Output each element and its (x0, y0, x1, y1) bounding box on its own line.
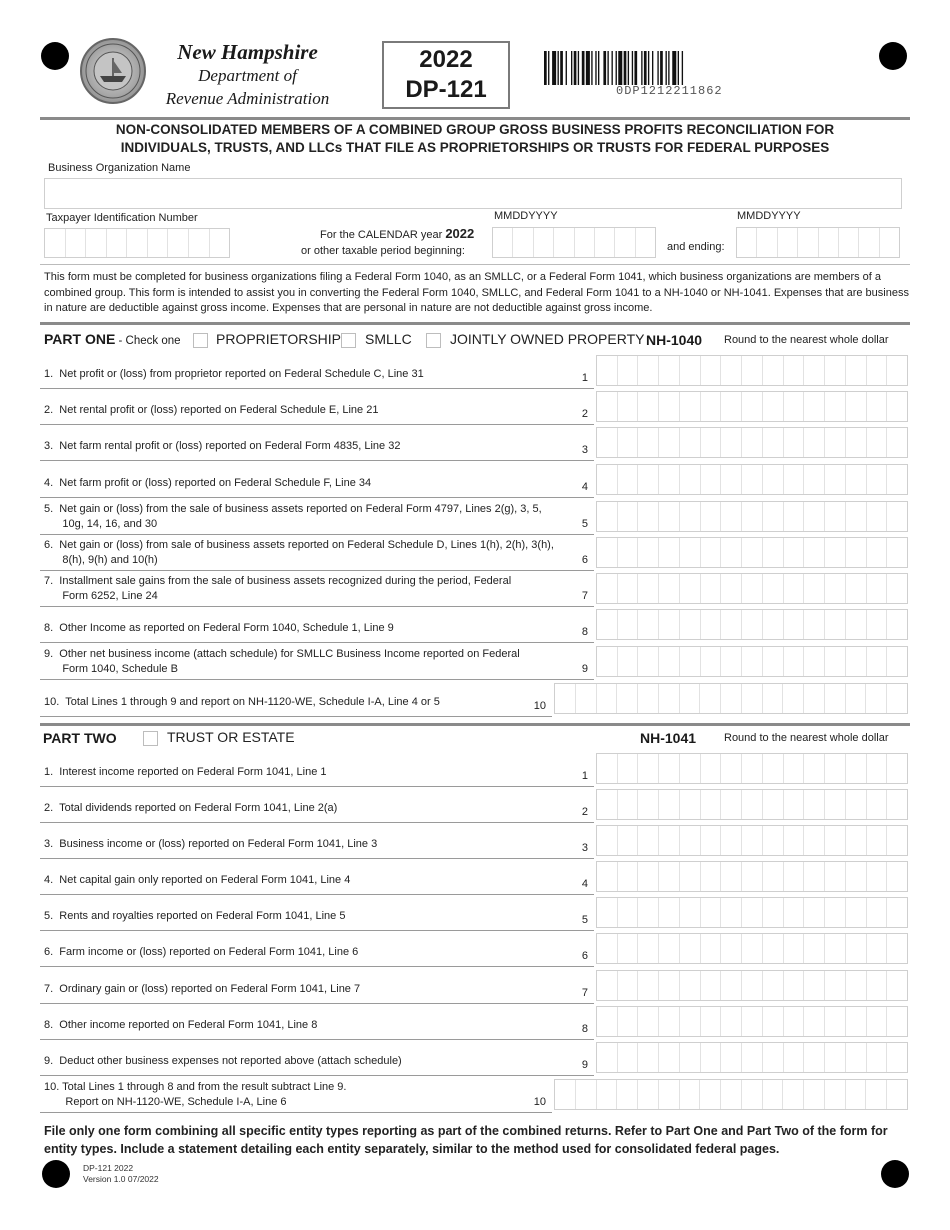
part-two-line-1-number: 1 (581, 770, 588, 782)
header-divider (40, 117, 910, 120)
part-one-heading (44, 331, 181, 347)
agency-dept-line2: Revenue Administration (165, 89, 330, 108)
part-two-line-7-amount-input[interactable] (596, 970, 908, 1001)
part-one-line-3-amount-input[interactable] (596, 427, 908, 458)
part-two-line-1-description: 1. Interest income reported on Federal Form 1041, Line 1 (44, 766, 327, 778)
part-two-line-9-amount-input[interactable] (596, 1042, 908, 1073)
part-one-form-ref: NH-1040 (646, 332, 703, 348)
part-two-line-8-number: 8 (581, 1023, 588, 1035)
part-two-round-note: Round to the nearest whole dollar (724, 732, 889, 744)
part-one-line-7-amount-input[interactable] (596, 573, 908, 604)
part-one-line-2-number: 2 (581, 408, 588, 420)
registration-mark-top-left (41, 42, 69, 70)
part-one-line-10-rule (40, 716, 552, 717)
registration-mark-bottom-left (42, 1160, 70, 1188)
barcode-number: 0DP1212211862 (616, 84, 723, 98)
part-one-line-8-rule (40, 642, 594, 643)
trust-or-estate-checkbox[interactable] (143, 731, 158, 746)
part-one-line-8-amount-input[interactable] (596, 609, 908, 640)
part-two-line-5-rule (40, 930, 594, 931)
part-one-line-8-description: 8. Other Income as reported on Federal Form 1040, Schedule 1, Line 9 (44, 622, 394, 634)
period-begin-date-input[interactable] (492, 227, 656, 258)
part-two-line-10-amount-input[interactable] (554, 1079, 908, 1110)
intro-paragraph: This form must be completed for business organizations filing a Federal Form 1040, as an SMLLC, or a Federal Form 1041, which business organizations are members of a combined group. This form is intended to assist you in converting the Federal Form 1040, SMLLC, and Federal Form 1041 to a NH-1040 or NH-1041. Expenses that are business in nature are deductible against gross income. Expenses that are personal in nature are not deductible against gross income. (44, 271, 909, 314)
part-two-line-3-rule (40, 858, 594, 859)
part-two-line-1-amount-input[interactable] (596, 753, 908, 784)
agency-dept-line1: Department of (198, 66, 297, 85)
part-two-form-ref: NH-1041 (640, 730, 697, 746)
part-two-line-4-amount-input[interactable] (596, 861, 908, 892)
part-one-line-3-description: 3. Net farm rental profit or (loss) reported on Federal Form 4835, Line 32 (44, 440, 401, 452)
part-one-line-6-amount-input[interactable] (596, 537, 908, 568)
part-two-line-9-description: 9. Deduct other business expenses not reported above (attach schedule) (44, 1055, 402, 1067)
part-one-label: PART ONE (44, 331, 116, 347)
part-two-line-4-number: 4 (581, 878, 588, 890)
part-one-line-2-rule (40, 424, 594, 425)
registration-mark-top-right (879, 42, 907, 70)
registration-mark-bottom-right (881, 1160, 909, 1188)
part-one-line-5-description: 5. Net gain or (loss) from the sale of business assets reported on Federal Form 4797, Lines 2(g), 3, 5, 10g, 14, 16, and 30 (44, 503, 542, 530)
part-two-line-3-description: 3. Business income or (loss) reported on Federal Form 1041, Line 3 (44, 838, 378, 850)
part-two-divider (40, 723, 910, 726)
part-two-line-2-description: 2. Total dividends reported on Federal Form 1041, Line 2(a) (44, 802, 338, 814)
part-one-line-7-number: 7 (581, 590, 588, 602)
part-two-line-6-number: 6 (581, 950, 588, 962)
agency-name: New Hampshire (177, 40, 318, 64)
part-one-line-9-amount-input[interactable] (596, 646, 908, 677)
calendar-year-value: 2022 (445, 226, 475, 241)
smllc-checkbox[interactable] (341, 333, 356, 348)
part-two-line-5-description: 5. Rents and royalties reported on Federal Form 1041, Line 5 (44, 910, 346, 922)
part-one-line-10-amount-input[interactable] (554, 683, 908, 714)
barcode-graphic (544, 51, 766, 85)
smllc-option-label: SMLLC (365, 331, 412, 347)
part-one-line-2-description: 2. Net rental profit or (loss) reported on Federal Schedule E, Line 21 (44, 404, 379, 416)
part-one-line-1-number: 1 (581, 372, 588, 384)
part-two-line-10-rule (40, 1112, 552, 1113)
state-seal-logo (80, 38, 146, 104)
business-name-input[interactable] (44, 178, 902, 209)
part-one-divider (40, 322, 910, 325)
part-one-line-7-description: 7. Installment sale gains from the sale of business assets recognized during the period, Federal Form 6252, Line 24 (44, 575, 512, 602)
part-two-line-2-rule (40, 822, 594, 823)
part-two-line-3-amount-input[interactable] (596, 825, 908, 856)
part-two-line-4-rule (40, 894, 594, 895)
part-one-line-7-rule (40, 606, 594, 607)
part-two-line-6-description: 6. Farm income or (loss) reported on Federal Form 1041, Line 6 (44, 946, 359, 958)
form-title (40, 121, 910, 157)
proprietorship-option-label: PROPRIETORSHIP (216, 331, 341, 347)
begin-date-format-label: MMDDYYYY (494, 210, 558, 222)
period-beginning-label: or other taxable period beginning: (301, 245, 465, 257)
part-one-line-2-amount-input[interactable] (596, 391, 908, 422)
part-one-line-6-number: 6 (581, 554, 588, 566)
part-one-line-1-description: 1. Net profit or (loss) from proprietor reported on Federal Schedule C, Line 31 (44, 368, 424, 380)
part-one-line-10-description: 10. Total Lines 1 through 9 and report on NH-1120-WE, Schedule I-A, Line 4 or 5 (44, 696, 440, 708)
tin-label: Taxpayer Identification Number (46, 212, 198, 224)
form-year: 2022 (419, 46, 473, 73)
part-one-line-5-amount-input[interactable] (596, 501, 908, 532)
part-one-line-6-rule (40, 570, 594, 571)
part-one-line-9-number: 9 (581, 663, 588, 675)
proprietorship-checkbox[interactable] (193, 333, 208, 348)
part-one-line-9-rule (40, 679, 594, 680)
part-two-line-1-rule (40, 786, 594, 787)
part-two-label: PART TWO (43, 730, 117, 746)
calendar-label-text: For the CALENDAR year (320, 229, 443, 241)
part-two-line-9-number: 9 (581, 1059, 588, 1071)
part-two-line-4-description: 4. Net capital gain only reported on Federal Form 1041, Line 4 (44, 874, 351, 886)
ending-label: and ending: (667, 241, 725, 253)
part-one-line-3-number: 3 (581, 444, 588, 456)
tin-input[interactable] (44, 228, 230, 258)
part-two-line-5-number: 5 (581, 914, 588, 926)
form-title-line1: NON-CONSOLIDATED MEMBERS OF A COMBINED GROUP GROSS BUSINESS PROFITS RECONCILIATION FOR (115, 122, 835, 137)
part-two-line-7-number: 7 (581, 987, 588, 999)
period-end-date-input[interactable] (736, 227, 900, 258)
part-two-line-10-description: 10. Total Lines 1 through 8 and from the result subtract Line 9. Report on NH-1120-WE, Schedule I-A, Line 6 (44, 1081, 347, 1108)
part-one-line-4-rule (40, 497, 594, 498)
part-one-line-1-amount-input[interactable] (596, 355, 908, 386)
footer-version: Version 1.0 07/2022 (83, 1174, 159, 1184)
calendar-year-label (320, 226, 474, 241)
part-one-line-8-number: 8 (581, 626, 588, 638)
part-two-line-7-description: 7. Ordinary gain or (loss) reported on Federal Form 1041, Line 7 (44, 983, 361, 995)
part-two-line-5-amount-input[interactable] (596, 897, 908, 928)
part-two-line-8-description: 8. Other income reported on Federal Form 1041, Line 8 (44, 1019, 318, 1031)
part-one-line-6-description: 6. Net gain or (loss) from sale of business assets reported on Federal Schedule D, Lines 1(h), 2(h), 3(h), 8(h), 9(h) and 10(h) (44, 539, 554, 566)
part-two-line-9-rule (40, 1075, 594, 1076)
part-two-line-8-amount-input[interactable] (596, 1006, 908, 1037)
part-one-line-4-description: 4. Net farm profit or (loss) reported on Federal Schedule F, Line 34 (44, 477, 372, 489)
form-id-box (382, 41, 510, 109)
part-one-round-note: Round to the nearest whole dollar (724, 334, 889, 346)
form-code: DP-121 (405, 76, 487, 103)
form-title-line2: INDIVIDUALS, TRUSTS, AND LLCs THAT FILE AS PROPRIETORSHIPS OR TRUSTS FOR FEDERAL PURPOSES (120, 140, 830, 155)
part-one-line-4-number: 4 (581, 481, 588, 493)
part-one-check-note: - Check one (115, 335, 181, 347)
part-two-line-7-rule (40, 1003, 594, 1004)
jointly-owned-option-label: JOINTLY OWNED PROPERTY (450, 331, 645, 347)
intro-divider (40, 264, 910, 265)
part-two-line-8-rule (40, 1039, 594, 1040)
part-one-line-9-description: 9. Other net business income (attach schedule) for SMLLC Business Income reported on Federal Form 1040, Schedule B (44, 648, 520, 675)
combined-filing-note: File only one form combining all specific entity types reporting as part of the combined returns. Refer to Part One and Part Two of the form for entity types. Include a statement detailing each entity separately, similar to the method used for consolidated federal pages. (44, 1124, 888, 1156)
part-two-line-2-amount-input[interactable] (596, 789, 908, 820)
part-one-line-4-amount-input[interactable] (596, 464, 908, 495)
part-two-line-2-number: 2 (581, 806, 588, 818)
part-one-line-1-rule (40, 388, 594, 389)
end-date-format-label: MMDDYYYY (737, 210, 801, 222)
trust-or-estate-option-label: TRUST OR ESTATE (167, 729, 295, 745)
part-two-line-6-rule (40, 966, 594, 967)
jointly-owned-property-checkbox[interactable] (426, 333, 441, 348)
part-one-line-3-rule (40, 460, 594, 461)
part-two-line-3-number: 3 (581, 842, 588, 854)
footer-form-id: DP-121 2022 (83, 1163, 134, 1173)
part-two-line-6-amount-input[interactable] (596, 933, 908, 964)
part-one-line-5-number: 5 (581, 518, 588, 530)
business-name-label: Business Organization Name (48, 162, 191, 174)
part-two-line-10-number: 10 (533, 1096, 546, 1108)
part-one-line-10-number: 10 (533, 700, 546, 712)
part-one-line-5-rule (40, 534, 594, 535)
